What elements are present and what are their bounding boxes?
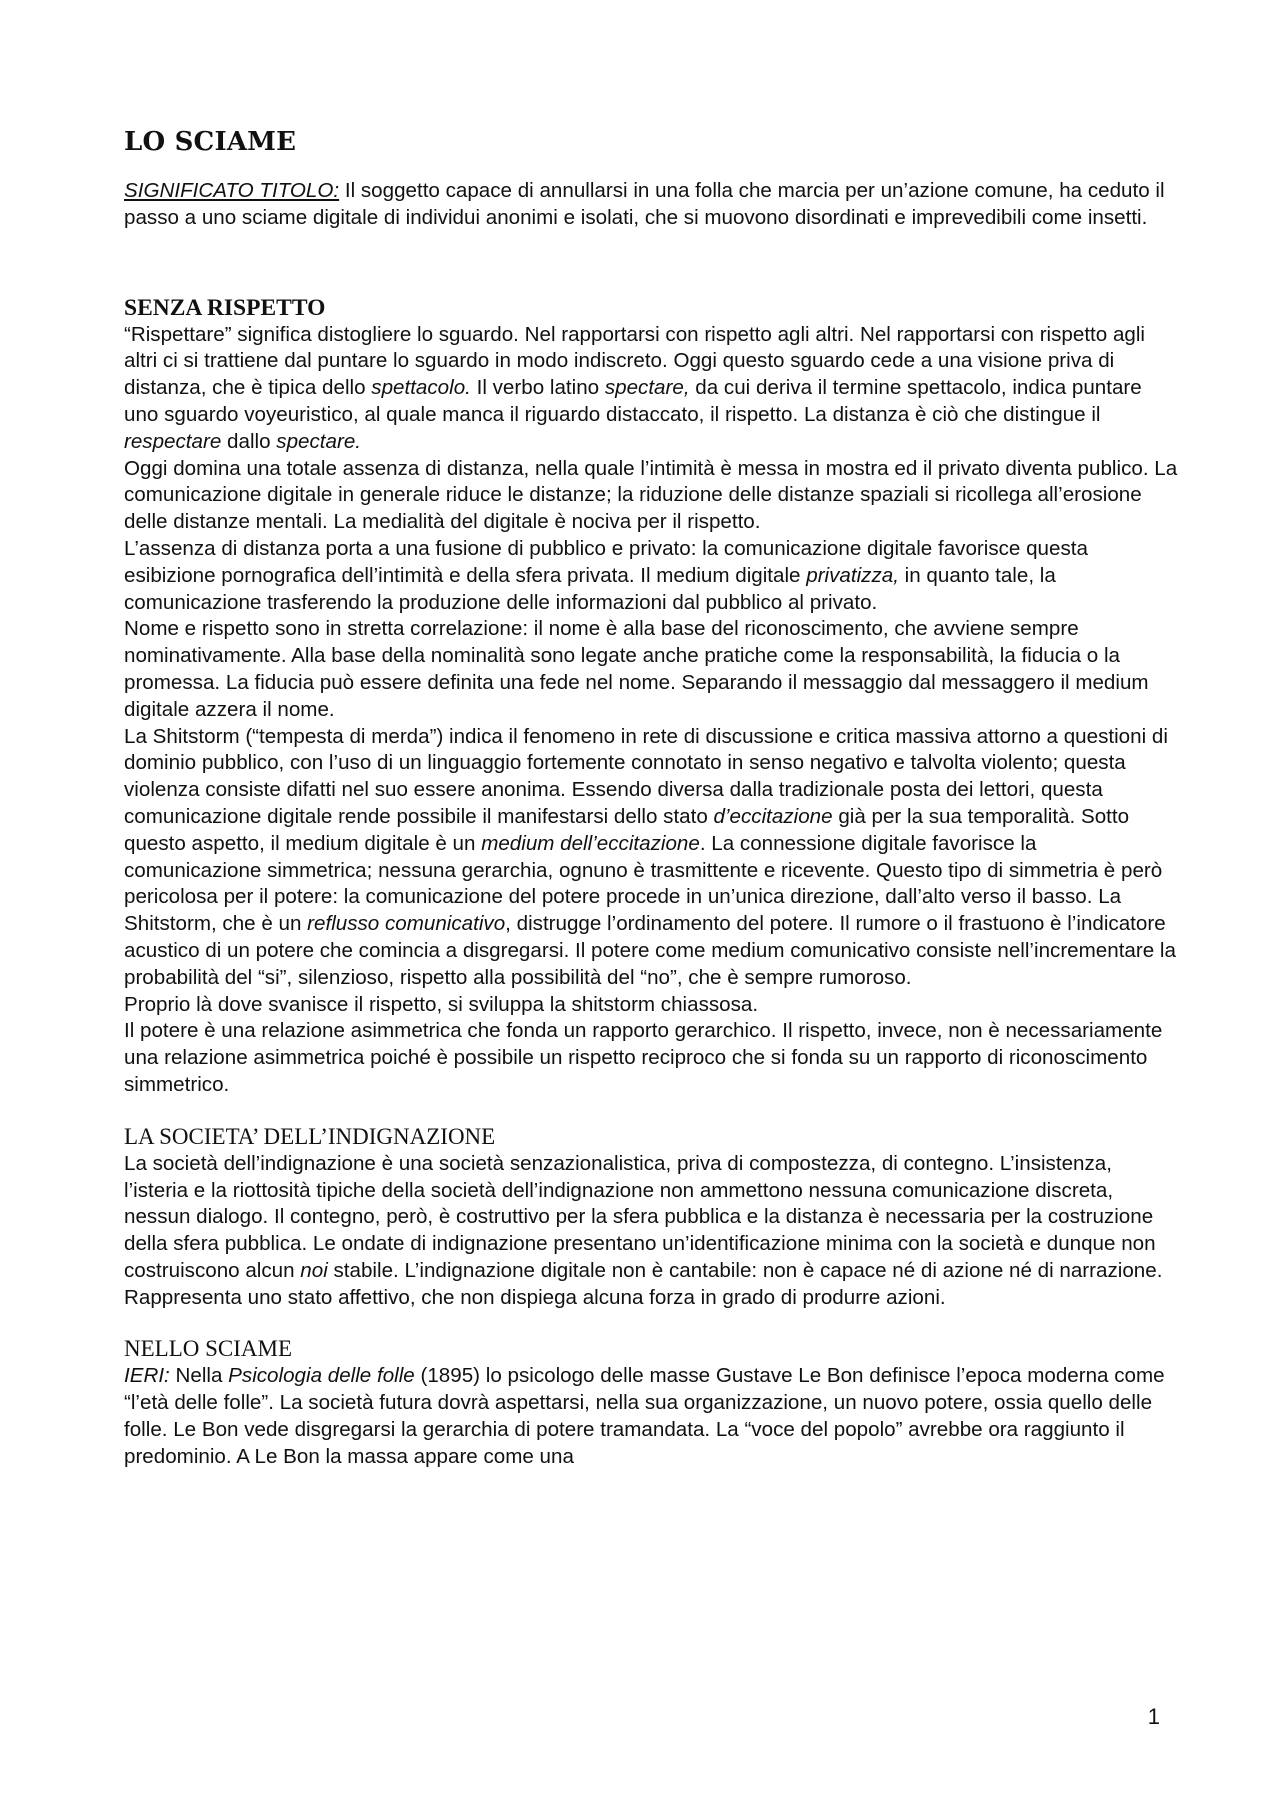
italic-term: spectare.: [276, 429, 361, 453]
text-run: La Shitstorm (“tempesta di merda”) indica il fenomeno in rete di discussione e critica massiva attorno a questioni di dominio pubblico, con l’uso di un linguaggio fortemente connotato in senso negativo e talvolta violento; questa violenza consiste difatti nel suo essere anonima. Essendo diversa dalla tradizionale posta dei lettori, questa comunicazione digitale rende possibile il manifestarsi dello stato: [124, 724, 1168, 828]
document-title: LO SCIAME: [124, 127, 297, 157]
page-number: 1: [1147, 1704, 1160, 1729]
text-run: dallo: [221, 429, 277, 453]
text-run: (1895) lo psicologo delle masse Gustave Le Bon definisce l’epoca moderna come “l’età delle folle”. La società futura dovrà aspettarsi, nella sua organizzazione, un nuovo potere, ossia quello delle folle. Le Bon vede disgregarsi la gerarchia di potere tramandata. La “voce del popolo” avrebbe ora raggiunto il predominio. A Le Bon la massa appare come una: [124, 1364, 1165, 1468]
section-heading-indignazione: LA SOCIETA’ DELL’INDIGNAZIONE: [124, 1123, 496, 1149]
intro-label: SIGNIFICATO TITOLO:: [124, 179, 340, 202]
section-senza-rispetto: [124, 294, 1179, 1099]
italic-term: Psicologia delle folle: [228, 1364, 415, 1388]
intro-paragraph: [124, 178, 1179, 232]
text-run: da cui deriva il termine spettacolo, indica puntare uno sguardo voyeuristico, al quale manca il riguardo distaccato, il rispetto. La distanza è ciò che distingue il: [124, 376, 1142, 426]
italic-term: noi: [300, 1258, 328, 1282]
italic-term: reflusso comunicativo: [307, 912, 506, 936]
document-page: [124, 126, 1179, 1471]
paragraph: [124, 322, 1179, 456]
italic-term: spectare,: [604, 376, 690, 400]
italic-term: privatizza,: [806, 563, 899, 587]
italic-term: IERI:: [124, 1364, 170, 1388]
text-run: in quanto tale, la comunicazione trasferendo la produzione delle informazioni dal pubblico al privato.: [124, 563, 1056, 614]
paragraph: [124, 536, 1179, 616]
text-run: Nella: [169, 1364, 229, 1388]
section-heading-nello-sciame: NELLO SCIAME: [124, 1336, 293, 1362]
text-run: La società dell’indignazione è una società senzazionalistica, priva di compostezza, di contegno. L’insistenza, l’isteria e la riottosità tipiche della società dell’indignazione non ammettono nessuna comunicazione discreta, nessun dialogo. Il contegno, però, è costruttivo per la sfera pubblica e la distanza è necessaria per la costruzione della sfera pubblica. Le ondate di indignazione presentano un’identificazione minima con la società e dunque non costruiscono alcun: [124, 1151, 1156, 1282]
text-run: , distrugge l’ordinamento del potere. Il rumore o il frastuono è l’indicatore acustico di un potere che comincia a disgregarsi. Il potere come medium comunicativo consiste nell’incrementare la probabilità del “si”, silenzioso, rispetto alla possibilità del “no”, che è sempre rumoroso.: [124, 912, 1176, 989]
text-run: . La connessione digitale favorisce la comunicazione simmetrica; nessuna gerarchia, ognuno è trasmittente e ricevente. Questo tipo di simmetria è però pericolosa per il potere: la comunicazione del potere procede in un’unica direzione, dall’alto verso il basso. La Shitstorm, che è un: [124, 831, 1163, 936]
text-run: già per la sua temporalità. Sotto questo aspetto, il medium digitale è un: [124, 804, 1130, 855]
section-heading-senza-rispetto: SENZA RISPETTO: [124, 294, 326, 321]
text-run: L’assenza di distanza porta a una fusione di pubblico e privato: la comunicazione digitale favorisce questa esibizione pornografica dell’intimità e della sfera privata. Il medium digitale: [124, 536, 1088, 587]
italic-term: d’eccitazione: [713, 804, 833, 828]
section-nello-sciame: [124, 1335, 1179, 1470]
text-run: Il verbo latino: [470, 376, 605, 400]
paragraph: [124, 1363, 1179, 1470]
intro-text: Il soggetto capace di annullarsi in una folla che marcia per un’azione comune, ha ceduto il passo a uno sciame digitale di individui anonimi e isolati, che si muovono disordinati e imprevedibili come insetti.: [124, 179, 1165, 229]
paragraph: Il potere è una relazione asimmetrica che fonda un rapporto gerarchico. Il rispetto, invece, non è necessariamente una relazione asimmetrica poiché è possibile un rispetto reciproco che si fonda su un rapporto di riconoscimento simmetrico.: [124, 1019, 1163, 1096]
italic-term: medium dell’eccitazione: [481, 831, 700, 855]
section-societa-indignazione: [124, 1123, 1179, 1312]
paragraph: Nome e rispetto sono in stretta correlazione: il nome è alla base del riconoscimento, che avviene sempre nominativamente. Alla base della nominalità sono legate anche pratiche come la responsabilità, la fiducia o la promessa. La fiducia può essere definita una fede nel nome. Separando il messaggio dal messaggero il medium digitale azzera il nome.: [124, 617, 1149, 721]
text-run: “Rispettare” significa distogliere lo sguardo. Nel rapportarsi con rispetto agli altri. Nel rapportarsi con rispetto agli altri ci si trattiene dal puntare lo sguardo in modo indiscreto. Oggi questo sguardo cede a una visione priva di distanza, che è tipica dello: [124, 322, 1145, 400]
paragraph: Oggi domina una totale assenza di distanza, nella quale l’intimità è messa in mostra ed il privato diventa publico. La comunicazione digitale in generale riduce le distanze; la riduzione delle distanze spaziali si ricollega all’erosione delle distanze mentali. La medialità del digitale è nociva per il rispetto.: [124, 456, 1178, 534]
paragraph: [124, 724, 1179, 992]
italic-term: respectare: [124, 429, 222, 453]
paragraph: [124, 1151, 1179, 1312]
text-run: stabile. L’indignazione digitale non è cantabile: non è capace né di azione né di narrazione. Rappresenta uno stato affettivo, che non dispiega alcuna forza in grado di produrre azioni.: [124, 1258, 1163, 1309]
italic-term: spettacolo.: [371, 376, 471, 400]
paragraph: Proprio là dove svanisce il rispetto, si sviluppa la shitstorm chiassosa.: [124, 992, 759, 1016]
